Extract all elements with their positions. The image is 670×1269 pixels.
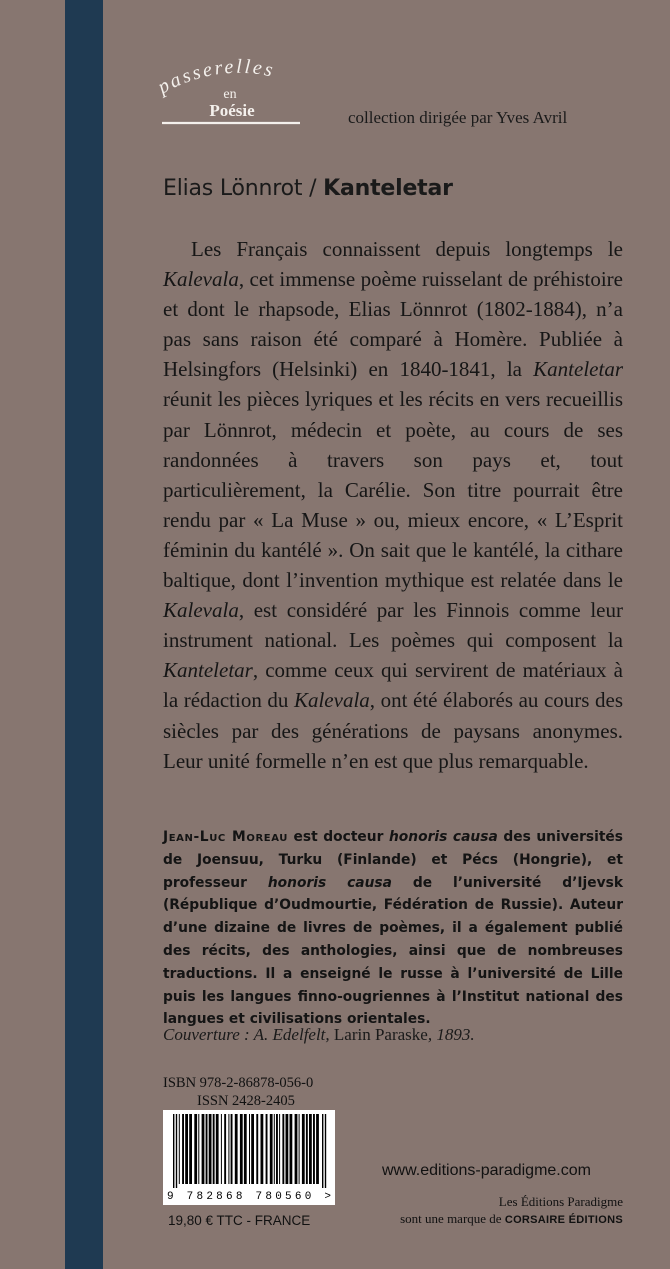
bio-paragraph [163,826,623,1031]
barcode-bar [228,1114,229,1184]
logo-line2: en [223,87,237,102]
barcode-bar [198,1114,199,1184]
publisher-brand-line [400,1211,623,1227]
barcode-bar [282,1114,284,1184]
description-text [163,234,623,776]
barcode-bar [231,1114,233,1184]
barcode-bar [270,1114,273,1184]
barcode-digits: 9 782868 780560 > [167,1191,331,1203]
barcode-bar [256,1114,258,1184]
description-segment: Kalevala [163,267,239,292]
bio-segment: est docteur [287,829,389,845]
book-title [163,176,453,201]
price: 19,80 € TTC - FRANCE [168,1213,311,1228]
description-segment: , est considéré par les Finnois comme leur instrument national. Les poèmes qui composent la [163,598,623,653]
barcode-bar [179,1114,180,1184]
isbn: ISBN 978-2-86878-056-0 [163,1075,314,1091]
title-author: Elias Lönnrot / [163,176,324,201]
collection-director: collection dirigée par Yves Avril [348,108,568,127]
description-segment: Kalevala [293,688,370,713]
bio-segment: des universités de Joensuu, Turku (Finlande) et Pécs (Hongrie), et professeur [163,829,623,891]
barcode-bar [286,1114,289,1184]
barcode-graphic [163,1110,335,1205]
description-segment: Kanteletar [163,658,253,683]
barcode-bar [295,1114,298,1184]
barcode-bar [276,1114,278,1184]
logo-graphic [150,52,320,132]
barcode-bar [279,1114,280,1184]
logo-line1: passerelles [154,55,278,99]
publisher-brand: CORSAIRE ÉDITIONS [504,1214,623,1226]
description-segment: , cet immense poème ruisselant de préhistoire et dont le rhapsode, Elias Lönnrot (1802-1884), n’a pas sans raison été comparé à Homère. Publiée à Helsingfors (Helsinki) en 1840-1841, la [163,267,623,382]
spine-stripe [65,0,103,1269]
barcode-bar [313,1114,315,1184]
bio-segment: honoris causa [267,874,392,891]
barcode-bar [322,1114,323,1188]
barcode-bar [206,1114,208,1184]
barcode-bar [274,1114,275,1184]
barcode-bar [244,1114,247,1184]
cover-credit [163,1025,475,1045]
barcode-bar [299,1114,300,1184]
barcode-bar [173,1114,174,1188]
bio-segment: Jean-Luc Moreau [163,829,288,845]
barcode-bar [316,1114,319,1184]
description-segment: Kalevala [163,598,239,623]
barcode-bar [325,1114,326,1188]
barcode-bar [266,1114,268,1184]
barcode-bar [176,1114,177,1188]
title-work: Kanteletar [323,176,453,201]
barcode-bar [213,1114,215,1184]
author-bio [163,826,623,1031]
barcode-bar [221,1114,222,1184]
issn: ISSN 2428-2405 [197,1093,295,1109]
website-link[interactable]: www.editions-paradigme.com [382,1162,591,1179]
barcode-bar [185,1114,188,1184]
barcode-bar [290,1114,293,1184]
cover-credit-year: , 1893. [427,1025,475,1044]
bio-segment: de l’université d’Ijevsk (République d’Oudmourtie, Fédération de Russie). Auteur d’une dizaine de livres de poèmes, il a également publié des récits, des anthologies, ainsi que de nombreuses traductions. Il a enseigné le russe à l’université de Lille puis les langues finno-ougriennes à l’Institut national des langues et civilisations orientales. [163,874,624,1028]
description-segment: Kanteletar [533,357,623,382]
barcode-bar [194,1114,197,1184]
publisher-brand-prefix: sont une marque de [400,1211,505,1226]
description-segment: Les Français connaissent depuis longtemps le [191,237,623,261]
barcode [163,1110,335,1205]
barcode-bar [240,1114,243,1184]
barcode-bar [189,1114,192,1184]
cover-credit-label: Couverture : A. Edelfelt, [163,1025,330,1044]
barcode-bar [249,1114,250,1184]
cover-credit-work: Larin Paraske [329,1025,428,1044]
barcode-bar [202,1114,205,1184]
barcode-bar [306,1114,308,1184]
barcode-bar [209,1114,212,1184]
description-segment: , comme ceux qui servirent de matériaux à la rédaction du [163,658,623,713]
collection-logo [150,52,320,132]
barcode-bar [182,1114,184,1184]
description-segment: réunit les pièces lyriques et les récits en vers recueillis par Lönnrot, médecin et poète, au cours de ses randonnées à travers son pays et, tout particulièrement, la Carélie. Son titre pourrait être rendu par « La Muse » ou, mieux encore, « L’Esprit féminin du kantélé ». On sait que le kantélé, la cithare baltique, dont l’invention mythique est relatée dans le [163,387,623,593]
barcode-bar [216,1114,219,1184]
barcode-bar [261,1114,264,1184]
barcode-bar [235,1114,238,1184]
description-segment: , ont été élaborés au cours des siècles par des générations de paysans anonymes. Leur unité formelle n’en est que plus remarquable. [163,688,623,773]
description-paragraph [163,234,623,776]
logo-line3: Poésie [209,101,255,120]
bio-segment: honoris causa [388,829,498,845]
barcode-bar [251,1114,254,1184]
barcode-bar [224,1114,226,1184]
barcode-bar [302,1114,305,1184]
publisher-name: Les Éditions Paradigme [498,1194,623,1209]
barcode-bar [309,1114,312,1184]
